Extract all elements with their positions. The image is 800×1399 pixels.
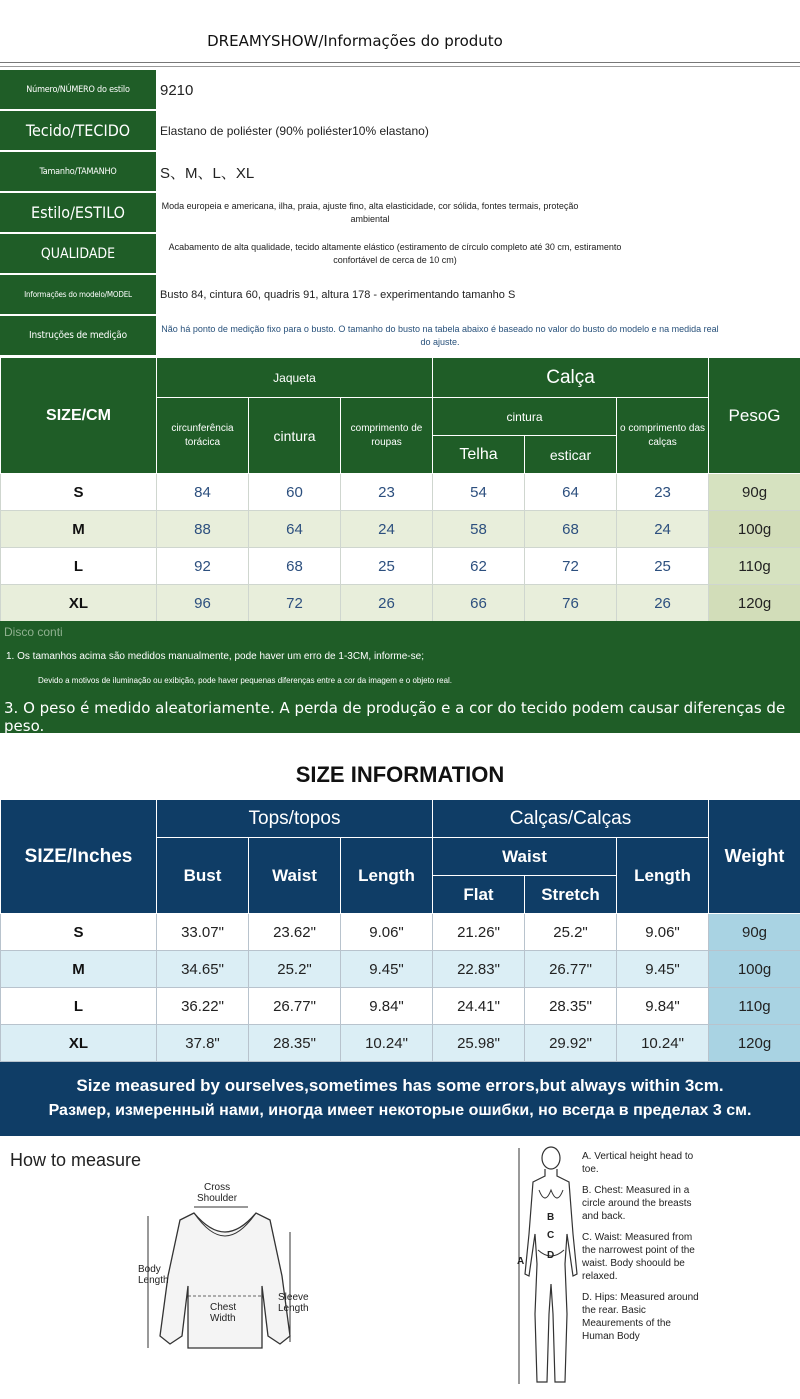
body-figure bbox=[505, 1144, 585, 1394]
col-waist: Waist bbox=[249, 838, 341, 914]
col-pants-length: o comprimento das calças bbox=[617, 398, 709, 474]
pants-length-cell: 9.84" bbox=[617, 988, 709, 1025]
weight-cell: 90g bbox=[709, 914, 800, 951]
size-disclaimer bbox=[0, 1062, 800, 1136]
info-value: Busto 84, cintura 60, quadris 91, altura 178 - experimentando tamanho S bbox=[160, 289, 516, 301]
waist-cell: 28.35" bbox=[249, 1025, 341, 1062]
table-row bbox=[1, 511, 800, 548]
weight-cell: 100g bbox=[709, 951, 800, 988]
col-length: comprimento de roupas bbox=[341, 398, 433, 474]
measure-notes bbox=[582, 1150, 702, 1351]
col-flat: Telha bbox=[433, 436, 525, 474]
info-row-style-number bbox=[0, 70, 800, 111]
note-b: B. Chest: Measured in a circle around the breasts and back. bbox=[582, 1185, 692, 1222]
weight-header: Weight bbox=[709, 800, 800, 914]
col-stretch: esticar bbox=[525, 436, 617, 474]
weight-cell: 90g bbox=[709, 474, 800, 511]
table-row bbox=[1, 1025, 800, 1062]
flat-cell: 66 bbox=[433, 585, 525, 622]
info-value: Moda europeia e americana, ilha, praia, ajuste fino, alta elasticidade, cor sólida, fontes termais, proteção ambiental bbox=[161, 201, 579, 224]
flat-cell: 24.41" bbox=[433, 988, 525, 1025]
pants-length-cell: 24 bbox=[617, 511, 709, 548]
weight-header: PesoG bbox=[709, 358, 800, 474]
size-cell: XL bbox=[1, 1025, 157, 1062]
chest-cell: 96 bbox=[157, 585, 249, 622]
info-label: QUALIDADE bbox=[0, 234, 156, 274]
stretch-cell: 68 bbox=[525, 511, 617, 548]
note-1: 1. Os tamanhos acima são medidos manualmente, pode haver um erro de 1-3CM, informe-se; bbox=[6, 651, 424, 662]
jacket-header: Jaqueta bbox=[157, 358, 433, 398]
size-cell: M bbox=[1, 511, 157, 548]
info-row-size bbox=[0, 152, 800, 193]
col-flat: Flat bbox=[433, 876, 525, 914]
page-header bbox=[0, 0, 800, 66]
flat-cell: 25.98" bbox=[433, 1025, 525, 1062]
size-cell: M bbox=[1, 951, 157, 988]
col-waist: cintura bbox=[249, 398, 341, 474]
body-length-label: Body Length bbox=[138, 1264, 169, 1286]
bust-cell: 34.65" bbox=[157, 951, 249, 988]
chest-cell: 88 bbox=[157, 511, 249, 548]
length-cell: 10.24" bbox=[341, 1025, 433, 1062]
size-cell: S bbox=[1, 474, 157, 511]
chest-cell: 84 bbox=[157, 474, 249, 511]
info-value: 9210 bbox=[160, 81, 194, 99]
disclaimer-ru: Размер, измеренный нами, иногда имеет некоторые ошибки, но всегда в пределах 3 см. bbox=[48, 1102, 752, 1119]
stretch-cell: 25.2" bbox=[525, 914, 617, 951]
waist-cell: 68 bbox=[249, 548, 341, 585]
size-table-cm bbox=[0, 357, 800, 622]
length-cell: 25 bbox=[341, 548, 433, 585]
info-value: Acabamento de alta qualidade, tecido altamente elástico (estiramento de círculo completo até 30 cm, estiramento confortável de cerca de 10 cm) bbox=[168, 242, 622, 265]
col-stretch: Stretch bbox=[525, 876, 617, 914]
info-row-fabric bbox=[0, 111, 800, 152]
info-value: Elastano de poliéster (90% poliéster10% elastano) bbox=[160, 124, 429, 138]
info-label: Número/NÚMERO do estilo bbox=[0, 70, 156, 110]
info-row-model bbox=[0, 275, 800, 316]
flat-cell: 62 bbox=[433, 548, 525, 585]
col-pants-length: Length bbox=[617, 838, 709, 914]
sweater-shape bbox=[160, 1213, 290, 1348]
bust-cell: 33.07" bbox=[157, 914, 249, 951]
flat-cell: 22.83" bbox=[433, 951, 525, 988]
info-label: Tamanho/TAMANHO bbox=[0, 152, 156, 192]
body-outline bbox=[525, 1169, 577, 1382]
stretch-cell: 28.35" bbox=[525, 988, 617, 1025]
how-to-measure bbox=[0, 1136, 800, 1399]
size-table-inches bbox=[0, 799, 800, 1062]
bust-cell: 36.22" bbox=[157, 988, 249, 1025]
weight-cell: 120g bbox=[709, 1025, 800, 1062]
table-row bbox=[1, 914, 800, 951]
weight-cell: 110g bbox=[709, 988, 800, 1025]
header-divider bbox=[0, 62, 800, 63]
note-3: 3. O peso é medido aleatoriamente. A perda de produção e a cor do tecido podem causar diferenças de peso. bbox=[4, 699, 786, 733]
waist-cell: 26.77" bbox=[249, 988, 341, 1025]
flat-cell: 58 bbox=[433, 511, 525, 548]
size-cell: XL bbox=[1, 585, 157, 622]
info-row-measurement bbox=[0, 316, 800, 357]
length-cell: 24 bbox=[341, 511, 433, 548]
marker-d: D bbox=[547, 1250, 555, 1261]
table-row bbox=[1, 585, 800, 622]
waist-cell: 64 bbox=[249, 511, 341, 548]
sleeve-length-label: Sleeve Length bbox=[278, 1292, 309, 1314]
pants-length-cell: 10.24" bbox=[617, 1025, 709, 1062]
note-fragment: Disco conti bbox=[4, 625, 63, 639]
bust-cell: 37.8" bbox=[157, 1025, 249, 1062]
waist-cell: 25.2" bbox=[249, 951, 341, 988]
col-chest: circunferência torácica bbox=[157, 398, 249, 474]
chest-width-label: Chest Width bbox=[210, 1302, 237, 1324]
marker-a: A bbox=[517, 1256, 525, 1267]
pants-header: Calças/Calças bbox=[433, 800, 709, 838]
tops-header: Tops/topos bbox=[157, 800, 433, 838]
chest-cell: 92 bbox=[157, 548, 249, 585]
stretch-cell: 76 bbox=[525, 585, 617, 622]
info-row-quality bbox=[0, 234, 800, 275]
weight-cell: 120g bbox=[709, 585, 800, 622]
size-header: SIZE/Inches bbox=[1, 800, 157, 914]
size-cell: S bbox=[1, 914, 157, 951]
marker-c: C bbox=[547, 1230, 555, 1241]
length-cell: 9.45" bbox=[341, 951, 433, 988]
col-bust: Bust bbox=[157, 838, 249, 914]
col-length: Length bbox=[341, 838, 433, 914]
info-label: Informações do modelo/MODEL bbox=[0, 275, 156, 315]
product-info bbox=[0, 70, 800, 357]
pants-length-cell: 9.06" bbox=[617, 914, 709, 951]
how-to-title: How to measure bbox=[10, 1150, 142, 1170]
info-label: Instruções de medição bbox=[0, 316, 156, 356]
garment-diagram bbox=[130, 1176, 330, 1386]
length-cell: 26 bbox=[341, 585, 433, 622]
note-2: Devido a motivos de iluminação ou exibição, pode haver pequenas diferenças entre a cor da imagem e o objeto real. bbox=[38, 676, 453, 685]
length-cell: 23 bbox=[341, 474, 433, 511]
disclaimer-en: Size measured by ourselves,sometimes has some errors,but always within 3cm. bbox=[76, 1076, 724, 1095]
stretch-cell: 64 bbox=[525, 474, 617, 511]
info-value: Não há ponto de medição fixo para o busto. O tamanho do busto na tabela abaixo é baseado no valor do busto do modelo e na medida real do ajuste. bbox=[161, 324, 719, 347]
pants-length-cell: 23 bbox=[617, 474, 709, 511]
waist-cell: 72 bbox=[249, 585, 341, 622]
info-row-style bbox=[0, 193, 800, 234]
note-a: A. Vertical height head to toe. bbox=[582, 1151, 694, 1175]
length-cell: 9.06" bbox=[341, 914, 433, 951]
measurement-notes bbox=[0, 621, 800, 733]
pants-length-cell: 9.45" bbox=[617, 951, 709, 988]
length-cell: 9.84" bbox=[341, 988, 433, 1025]
stretch-cell: 29.92" bbox=[525, 1025, 617, 1062]
table-row bbox=[1, 988, 800, 1025]
table-row bbox=[1, 951, 800, 988]
pants-header: Calça bbox=[433, 358, 709, 398]
size-cell: L bbox=[1, 988, 157, 1025]
pants-length-cell: 25 bbox=[617, 548, 709, 585]
table-row bbox=[1, 548, 800, 585]
stretch-cell: 72 bbox=[525, 548, 617, 585]
note-c: C. Waist: Measured from the narrowest point of the waist. Body shoould be relaxed. bbox=[582, 1232, 695, 1282]
info-value: S、M、L、XL bbox=[160, 164, 255, 182]
table-row bbox=[1, 474, 800, 511]
cross-shoulder-label: Cross Shoulder bbox=[197, 1182, 238, 1204]
flat-cell: 21.26" bbox=[433, 914, 525, 951]
size-cell: L bbox=[1, 548, 157, 585]
note-d: D. Hips: Measured around the rear. Basic Meaurements of the Human Body bbox=[582, 1292, 699, 1342]
marker-b: B bbox=[547, 1212, 555, 1223]
waist-cell: 23.62" bbox=[249, 914, 341, 951]
size-header: SIZE/CM bbox=[1, 358, 157, 474]
col-pants-waist: Waist bbox=[433, 838, 617, 876]
info-label: Tecido/TECIDO bbox=[0, 111, 156, 151]
flat-cell: 54 bbox=[433, 474, 525, 511]
waist-cell: 60 bbox=[249, 474, 341, 511]
pants-length-cell: 26 bbox=[617, 585, 709, 622]
col-pants-waist: cintura bbox=[433, 398, 617, 436]
page-title: DREAMYSHOW/Informações do produto bbox=[207, 32, 503, 50]
header-divider-2 bbox=[0, 66, 800, 67]
stretch-cell: 26.77" bbox=[525, 951, 617, 988]
size-info-title: SIZE INFORMATION bbox=[295, 762, 505, 787]
info-label: Estilo/ESTILO bbox=[0, 193, 156, 233]
weight-cell: 110g bbox=[709, 548, 800, 585]
weight-cell: 100g bbox=[709, 511, 800, 548]
